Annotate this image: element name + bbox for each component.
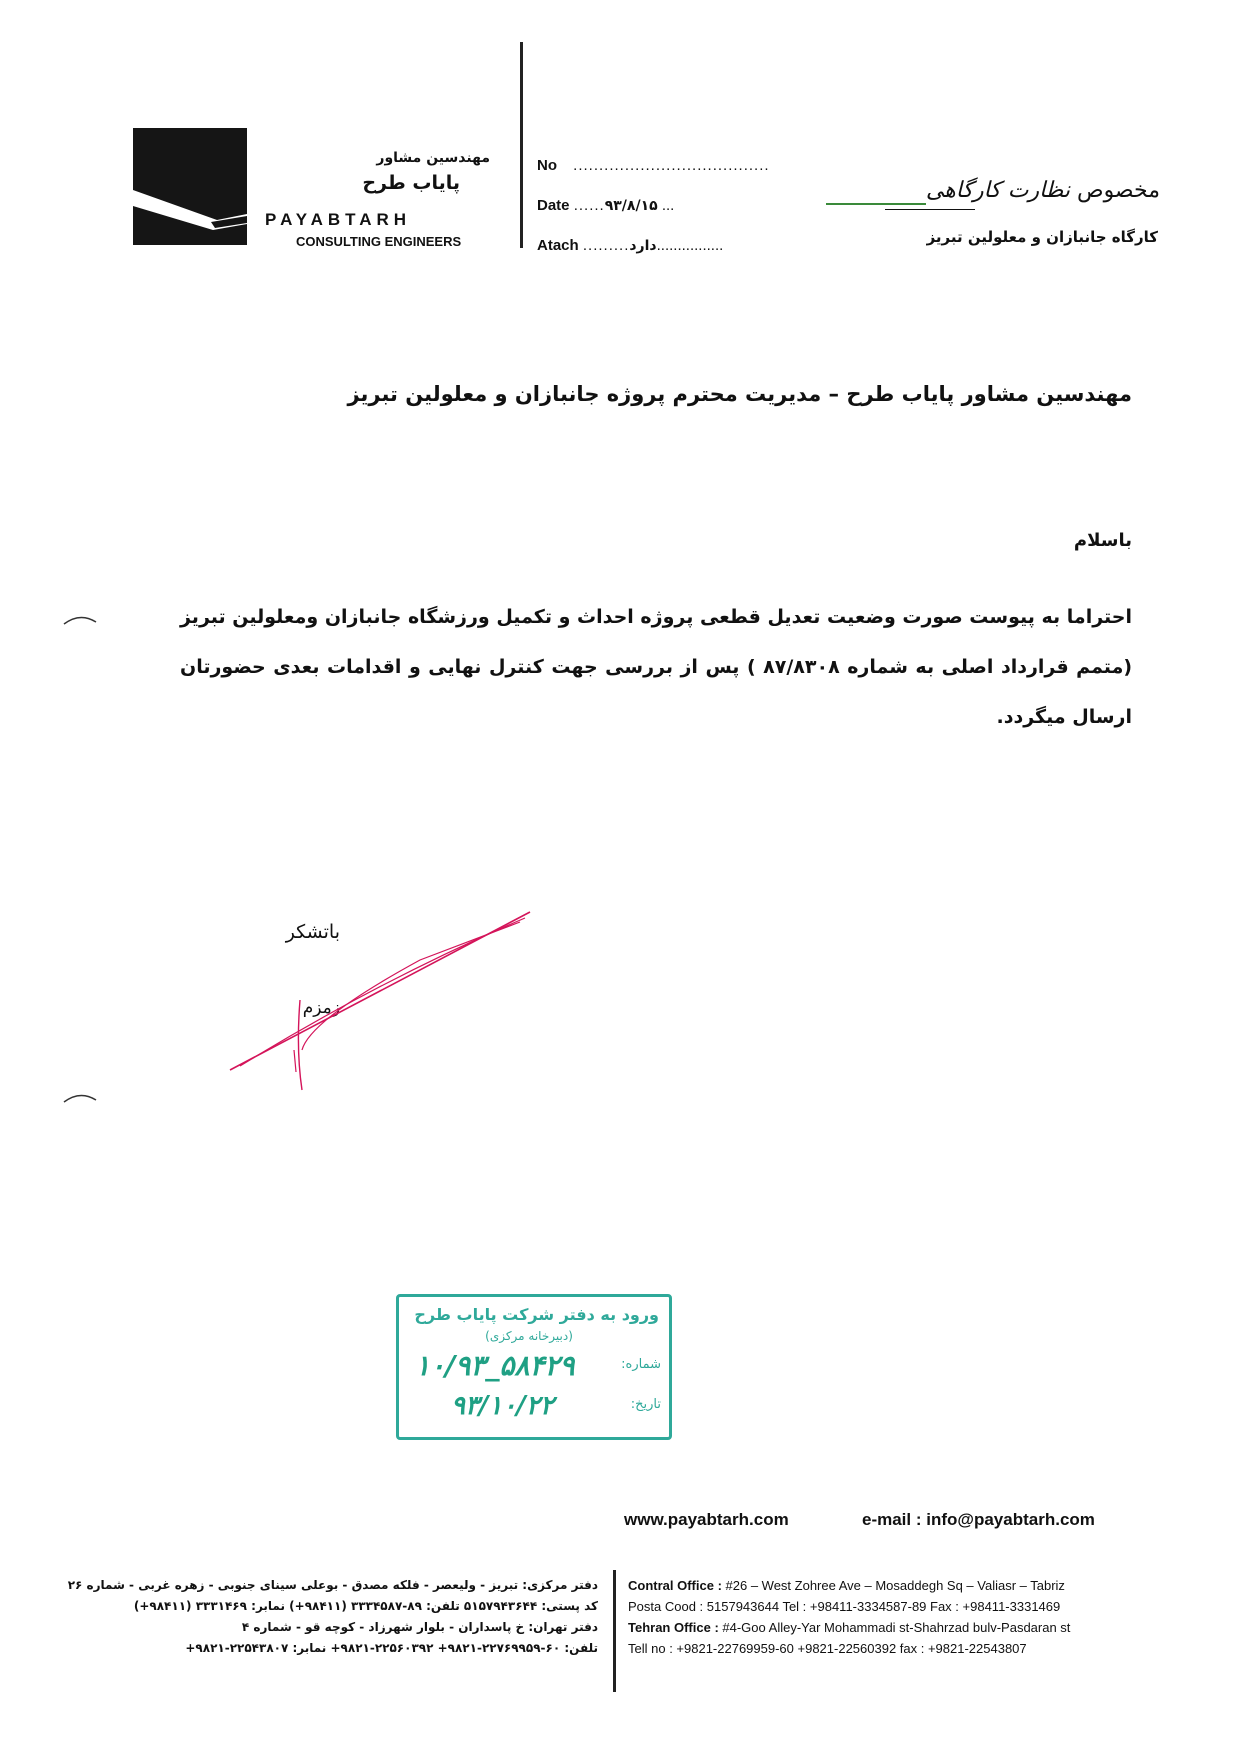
workshop-name: کارگاه جانبازان و معلولین تبریز (926, 228, 1158, 246)
attach-label: Atach (537, 237, 579, 254)
stamp-subtitle: (دبیرخانه مرکزی) (485, 1329, 573, 1343)
no-label: No (537, 157, 557, 174)
letter-body: احتراما به پیوست صورت وضعیت تعدیل قطعی پروژه احداث و تکمیل ورزشگاه جانبازان ومعلولین تبریز (متمم قرارداد اصلی به شماره ۸۷/۸۳۰۸ ) پس از بررسی جهت کنترل نهایی و اقدامات بعدی حضورتان ارسال میگردد. (179, 606, 1133, 728)
letter-number-field (537, 157, 770, 174)
firm-fa-name: پایاب طرح (362, 172, 460, 194)
footer-en-line (628, 1620, 1070, 1635)
firm-en-subtitle: CONSULTING ENGINEERS (296, 234, 462, 249)
footer-divider (613, 1570, 616, 1692)
stamp-number-label: شماره: (621, 1357, 661, 1372)
footer-en-text: #26 – West Zohree Ave – Mosaddegh Sq – Valiasr – Tabriz (721, 1578, 1065, 1593)
footer-en-text: Tell no : +9821-22769959-60 +9821-22560392 fax : +9821-22543807 (628, 1641, 1027, 1656)
date-dots-after: ... (657, 197, 675, 214)
footer-en-text: #4-Goo Alley-Yar Mohammadi st-Shahrzad bulv-Pasdaran st (718, 1620, 1071, 1635)
footer-fa-line: دفتر مرکزی: تبریز - ولیعصر - فلکه مصدق - بوعلی سینای جنوبی - زهره غربی - شماره ۲۶ (67, 1578, 598, 1592)
letter-greeting: باسلام (1073, 530, 1132, 551)
footer-en-label: Contral Office : (628, 1578, 722, 1593)
firm-en-name: PAYABTARH (265, 210, 412, 229)
supervision-underline-green (826, 203, 926, 205)
footer-en-text: Posta Cood : 5157943644 Tel : +98411-3334587-89 Fax : +98411-3331469 (628, 1599, 1061, 1614)
received-stamp (396, 1294, 672, 1440)
footer-fa-line: تلفن: ۶۰-۲۲۷۶۹۹۵۹-۹۸۲۱+ ۲۲۵۶۰۳۹۲-۹۸۲۱+ نمابر: ۲۲۵۴۳۸۰۷-۹۸۲۱+ (185, 1641, 598, 1655)
date-dots-before: ...... (573, 197, 605, 214)
date-label: Date (537, 197, 570, 214)
supervision-title (820, 178, 1160, 203)
date-value: ۹۳/۸/۱۵ (604, 198, 658, 214)
company-logo (133, 128, 247, 245)
supervision-handwritten: نظارت کارگاهی (925, 178, 1070, 203)
footer-email: e-mail : info@payabtarh.com (862, 1510, 1095, 1529)
footer-en-line (628, 1578, 1065, 1593)
margin-mark-icon (62, 1090, 98, 1104)
letter-addressee: مهندسین مشاور پایاب طرح – مدیریت محترم پروژه جانبازان و معلولین تبریز (347, 382, 1132, 406)
attach-dots-before: ......... (582, 237, 630, 254)
supervision-prefix: مخصوص (1076, 178, 1160, 203)
footer-fa-line: کد پستی: ۵۱۵۷۹۴۳۶۴۴ تلفن: ۸۹-۳۳۳۴۵۸۷ (۹۸۴۱۱+) نمابر: ۳۳۳۱۴۶۹ (۹۸۴۱۱+) (133, 1599, 598, 1613)
footer-website: www.payabtarh.com (624, 1510, 789, 1529)
attach-value: دارد (629, 238, 657, 254)
firm-fa-subtitle: مهندسین مشاور (376, 150, 490, 166)
logo-mark-icon (133, 128, 247, 245)
supervision-underline (885, 209, 975, 210)
margin-mark-icon (62, 612, 98, 626)
footer-en-line (628, 1641, 1027, 1656)
footer-en-label: Tehran Office : (628, 1620, 719, 1635)
header-divider (520, 42, 523, 248)
stamp-number-value: ۱۰/۹۳_۵۸۴۲۹ (415, 1349, 575, 1382)
stamp-date-value: ۹۳/۱۰/۲۲ (451, 1391, 554, 1421)
attach-dots-after: ................ (656, 237, 724, 254)
letter-date-field (537, 197, 674, 214)
signer-name: زمزم (302, 998, 340, 1018)
letter-attach-field (537, 237, 723, 254)
signature-icon (220, 900, 550, 1100)
stamp-title: ورود به دفتر شرکت پایاب طرح (414, 1305, 659, 1324)
letter-closing: باتشکر (285, 921, 340, 943)
footer-fa-line: دفتر تهران: خ پاسداران - بلوار شهرزاد - کوچه قو - شماره ۴ (241, 1620, 598, 1634)
stamp-date-label: تاریخ: (630, 1397, 661, 1412)
footer-en-line (628, 1599, 1060, 1614)
no-dots: ...................................... (573, 157, 770, 174)
